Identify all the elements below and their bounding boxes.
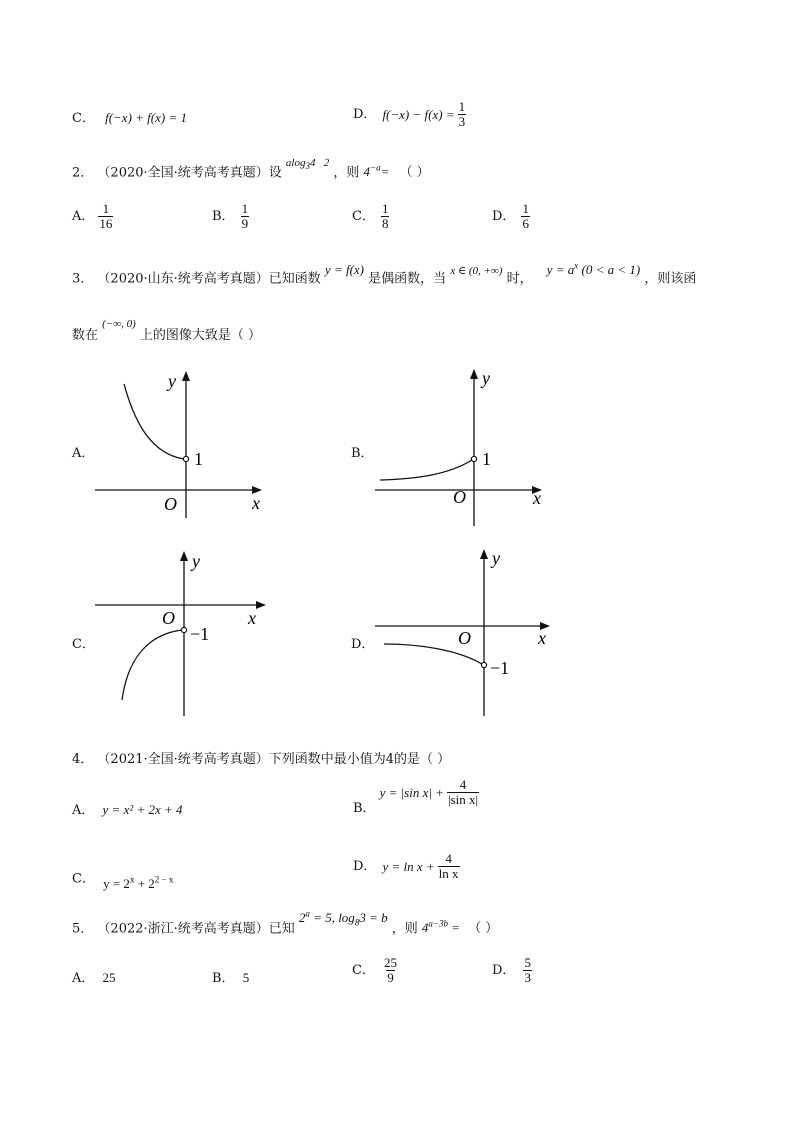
q4-option-a[interactable]	[72, 802, 183, 819]
expr-sup: x	[129, 875, 135, 885]
graph-b[interactable]	[370, 366, 550, 530]
y-axis-arrow	[470, 369, 478, 379]
denominator: ln x	[438, 866, 459, 881]
stem-text: 上的图像大致是（ ）	[139, 328, 262, 343]
point-label: 1	[482, 449, 491, 469]
option-fraction	[438, 852, 460, 881]
x-axis-arrow	[256, 601, 266, 609]
x-label: x	[533, 488, 541, 508]
numerator: 4	[445, 851, 452, 866]
cond-text: alog	[285, 157, 306, 170]
q5-ask	[422, 920, 460, 935]
q2-condition	[285, 157, 330, 172]
q5-option-d[interactable]	[492, 956, 532, 985]
q5-condition	[298, 909, 388, 928]
stem-text: 是偶函数，当	[368, 271, 447, 287]
numerator: 1	[522, 201, 529, 216]
cond-rest: = 5, log	[309, 910, 355, 926]
option-label: D．	[492, 962, 516, 978]
y-label: y	[192, 551, 200, 571]
cond-base: 2	[298, 910, 306, 926]
question-number: 3．	[72, 271, 94, 287]
option-label: C．	[72, 111, 95, 126]
q2-ask	[364, 164, 390, 179]
option-expr: y = x² + 2x + 4	[102, 802, 183, 817]
q3-domain: x ∈ (0, +∞)	[450, 265, 503, 278]
ask-sup: a−3b	[428, 919, 448, 929]
question-number: 5．	[72, 921, 94, 937]
option-value: 25	[102, 970, 116, 985]
q3-expr	[547, 262, 641, 277]
origin-label: O	[162, 608, 175, 628]
ask-base: 4	[363, 164, 371, 180]
ask-base: 4	[421, 920, 429, 936]
option-expr: y = ln x +	[382, 858, 435, 874]
numerator: 4	[459, 777, 467, 792]
graph-a[interactable]	[90, 368, 270, 528]
y-axis-arrow	[180, 551, 188, 561]
x-label: x	[248, 608, 256, 628]
graph-c[interactable]	[90, 548, 270, 720]
option-fraction	[447, 778, 479, 807]
graph-b-label[interactable]: B．	[351, 446, 374, 461]
question-number: 2．	[72, 165, 94, 181]
connector: ，则	[333, 165, 360, 181]
option-value: 5	[242, 970, 250, 985]
denominator: |sin x|	[447, 792, 479, 807]
q4-option-d[interactable]	[353, 852, 460, 881]
q4-stem	[72, 752, 450, 768]
stem-text: 数在	[72, 328, 99, 343]
expr-base: y = 2	[103, 876, 130, 892]
q3-function: y = f(x)	[324, 262, 365, 278]
open-point	[181, 627, 186, 632]
option-label: C．	[352, 962, 375, 978]
q4-option-c[interactable]	[72, 866, 174, 892]
cond-sup: a	[305, 909, 310, 919]
ask-sup: −a	[370, 163, 381, 173]
option-fraction	[381, 202, 390, 231]
q4-option-b[interactable]	[353, 777, 479, 816]
q2-option-c[interactable]	[352, 202, 389, 231]
numerator: 1	[102, 201, 110, 216]
connector: ，则	[391, 921, 418, 937]
option-label: A．	[72, 971, 95, 986]
denominator: 6	[522, 216, 529, 231]
expr-base: y = a	[546, 262, 575, 278]
question-source: （2022·浙江·统考高考真题）已知	[97, 921, 295, 937]
point-label: 1	[194, 449, 203, 469]
answer-blank: （ ）	[468, 921, 499, 937]
expr-cond: (0 < a < 1)	[581, 262, 641, 278]
q1-option-d[interactable]	[353, 100, 466, 129]
y-axis-arrow	[480, 549, 488, 559]
cond-sub: 8	[354, 917, 360, 928]
graph-c-label[interactable]: C．	[72, 637, 95, 652]
option-fraction	[523, 956, 532, 985]
stem-text: ，则该函	[644, 271, 697, 287]
q2-options	[72, 200, 632, 240]
q2-option-a[interactable]	[72, 202, 113, 231]
option-fraction	[241, 202, 250, 231]
q3-interval: (−∞, 0)	[102, 318, 136, 330]
graph-d-label[interactable]: D．	[351, 637, 375, 652]
option-label: B．	[212, 971, 235, 986]
q5-option-c[interactable]	[352, 956, 398, 985]
q5-stem	[72, 909, 499, 941]
question-source: （2020·全国·统考高考真题）设	[97, 165, 282, 181]
numerator: 1	[458, 99, 466, 114]
option-expr: f(−x) + f(x) = 1	[105, 110, 187, 125]
origin-label: O	[458, 628, 471, 648]
option-label: B．	[353, 800, 376, 816]
answer-blank: （ ）	[399, 165, 430, 181]
question-number: 4．	[72, 752, 94, 767]
curve	[124, 384, 184, 459]
question-source: （2021·全国·统考高考真题）下列函数中最小值为4的是（ ）	[97, 752, 451, 767]
q2-stem	[72, 157, 430, 185]
point-label: −1	[190, 624, 210, 644]
question-source: （2020·山东·统考高考真题）已知函数	[97, 271, 321, 287]
option-fraction	[383, 956, 398, 985]
option-expr: f(−x) − f(x) =	[382, 106, 455, 122]
y-label: y	[482, 368, 490, 388]
option-label: B．	[212, 208, 235, 224]
option-label: A．	[72, 803, 95, 818]
numerator: 1	[381, 201, 389, 216]
option-label: C．	[72, 871, 95, 887]
q3-stem-line1	[72, 261, 697, 287]
denominator: 3	[524, 970, 531, 985]
q5-option-a[interactable]	[72, 970, 116, 987]
stem-text: 时，	[506, 271, 533, 287]
y-label: y	[492, 548, 500, 568]
option-fraction	[521, 202, 530, 231]
cond-sub: 3	[305, 161, 310, 172]
denominator: 16	[99, 216, 113, 231]
q3-stem-line2	[72, 318, 262, 344]
curve	[122, 630, 182, 700]
denominator: 9	[387, 970, 394, 985]
graph-a-label[interactable]: A．	[72, 446, 95, 461]
ask-eq: =	[447, 920, 460, 936]
expr-sup: 2 − x	[154, 875, 174, 885]
expr-sup: x	[574, 261, 579, 271]
option-label: C．	[352, 208, 375, 224]
x-label: x	[252, 493, 260, 513]
option-label: D．	[492, 208, 516, 224]
numerator: 5	[524, 955, 531, 970]
ask-eq: =	[380, 164, 390, 180]
open-point	[481, 662, 486, 667]
y-axis-arrow	[182, 371, 190, 381]
option-label: D．	[353, 858, 377, 874]
graph-d[interactable]	[370, 546, 560, 718]
option-label: D．	[353, 106, 377, 122]
denominator: 8	[381, 216, 389, 231]
numerator: 1	[241, 201, 249, 216]
option-label: A．	[72, 208, 95, 224]
denominator: 9	[241, 216, 249, 231]
q5-options	[72, 952, 632, 992]
q2-option-d[interactable]	[492, 202, 530, 231]
denominator: 3	[458, 114, 466, 129]
numerator: 25	[383, 955, 397, 970]
expr-plus: + 2	[134, 876, 155, 892]
curve	[380, 460, 472, 480]
x-label: x	[538, 628, 546, 648]
option-expr: y = |sin x| +	[379, 784, 444, 800]
cond-rest: 4 2	[309, 157, 330, 170]
y-label: y	[168, 371, 176, 391]
point-label: −1	[490, 658, 510, 678]
option-fraction	[458, 100, 467, 129]
open-point	[471, 456, 476, 461]
cond-end: 3 = b	[359, 910, 388, 926]
q5-option-b[interactable]	[212, 970, 249, 987]
option-fraction	[98, 202, 113, 231]
open-point	[183, 456, 188, 461]
origin-label: O	[453, 487, 466, 507]
q2-option-b[interactable]	[212, 202, 249, 231]
origin-label: O	[164, 494, 177, 514]
q1-option-c[interactable]	[72, 110, 187, 127]
